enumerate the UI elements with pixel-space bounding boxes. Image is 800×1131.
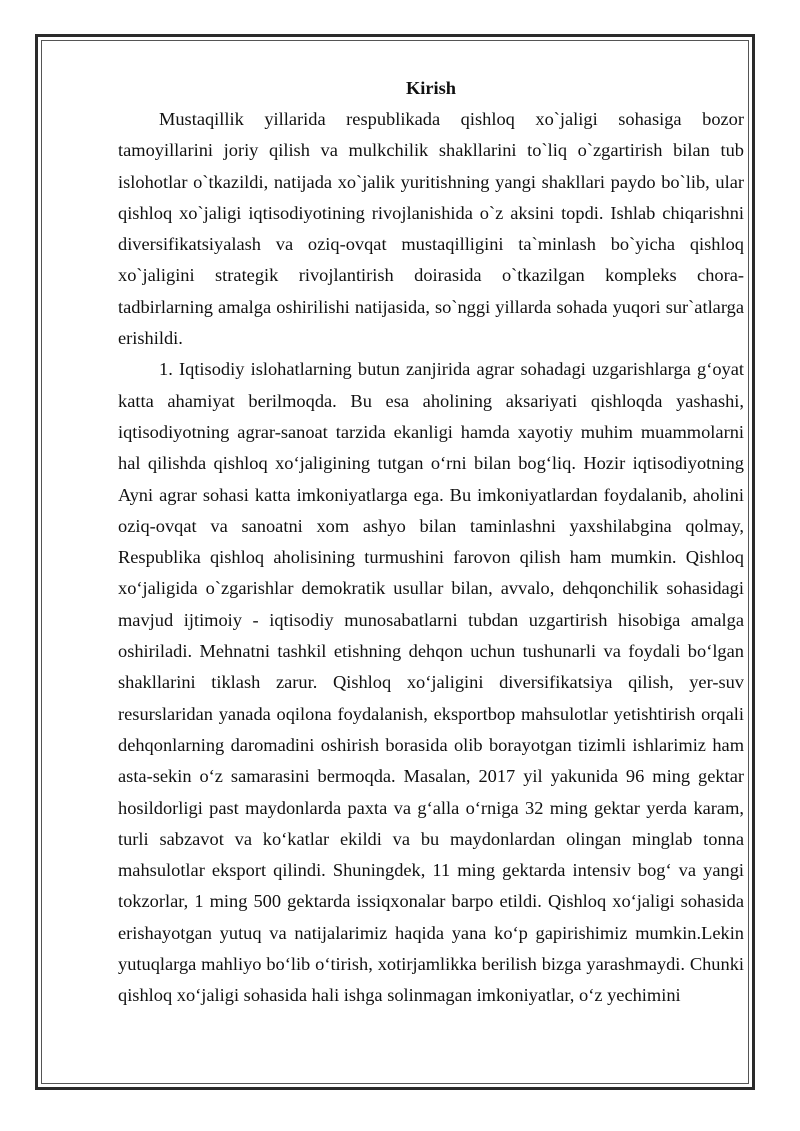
paragraph-item-1: 1. Iqtisodiy islohatlarning butun zanjirida agrar sohadagi uzgarishlarga g‘oyat katta ahamiyat berilmoqda. Bu esa aholining aksariyati qishloqda yashashi, iqtisodiyotning agrar-sanoat tarzida ekanligi hamda xayotiy muhim muammolarni hal qilishda qishloq xo‘jaligining tutgan o‘rni bilan bog‘liq. Hozir iqtisodiyotning Ayni agrar sohasi katta imkoniyatlarga ega. Bu imkoniyatlardan foydalanib, aholini oziq-ovqat va sanoatni xom ashyo bilan taminlashni yaxshilabgina qolmay, Respublika qishloq aholisining turmushini farovon qilish ham mumkin. Qishloq xo‘jaligida o`zgarishlar demokratik usullar bilan, avvalo, dehqonchilik sohasidagi mavjud ijtimoiy - iqtisodiy munosabatlarni tubdan uzgartirish hisobiga amalga oshiriladi. Mehnatni tashkil etishning dehqon uchun tushunarli va foydali bo‘lgan shakllarini tiklash zarur. Qishloq xo‘jaligini diversifikatsiya qilish, yer-suv resurslaridan yanada oqilona foydalanish, eksportbop mahsulotlar yetishtirish orqali dehqonlarning daromadini oshirish borasida olib borayotgan tizimli ishlarimiz ham asta-sekin o‘z samarasini bermoqda. Masalan, 2017 yil yakunida 96 ming gektar hosildorligi past maydonlarda paxta va g‘alla o‘rniga 32 ming gektar yerda karam, turli sabzavot va ko‘katlar ekildi va bu maydonlardan olingan minglab tonna mahsulotlar eksport qilindi. Shuningdek, 11 ming gektarda intensiv bog‘ va yangi tokzorlar, 1 ming 500 gektarda issiqxonalar barpo etildi. Qishloq xo‘jaligi sohasida erishayotgan yutuq va natijalarimiz haqida yana ko‘p gapirishimiz mumkin.Lekin yutuqlarga mahliyo bo‘lib o‘tirish, xotirjamlikka berilish bizga yarashmaydi. Chunki qishloq xo‘jaligi sohasida hali ishga solinmagan imkoniyatlar, o‘z yechimini: [118, 359, 744, 1006]
page-title: Kirish: [405, 78, 457, 98]
paragraph-intro: Mustaqillik yillarida respublikada qishloq xo`jaligi sohasiga bozor tamoyillarini joriy qilish va mulkchilik shakllarini to`liq o`zgartirish bilan tub islohotlar o`tkazildi, natijada xo`jalik yuritishning yangi shakllari paydo bo`lib, ular qishloq xo`jaligi iqtisodiyotining rivojlanishida o`z aksini topdi. Ishlab chiqarishni diversifikatsiyalash va oziq-ovqat mustaqilligini ta`minlash bo`yicha qishloq xo`jaligini strategik rivojlantirish doirasida o`tkazilgan kompleks chora-tadbirlarning amalga oshirilishi natijasida, so`nggi yillarda sohada yuqori sur`atlarga erishildi.: [118, 109, 744, 349]
document-body: [118, 75, 744, 1012]
